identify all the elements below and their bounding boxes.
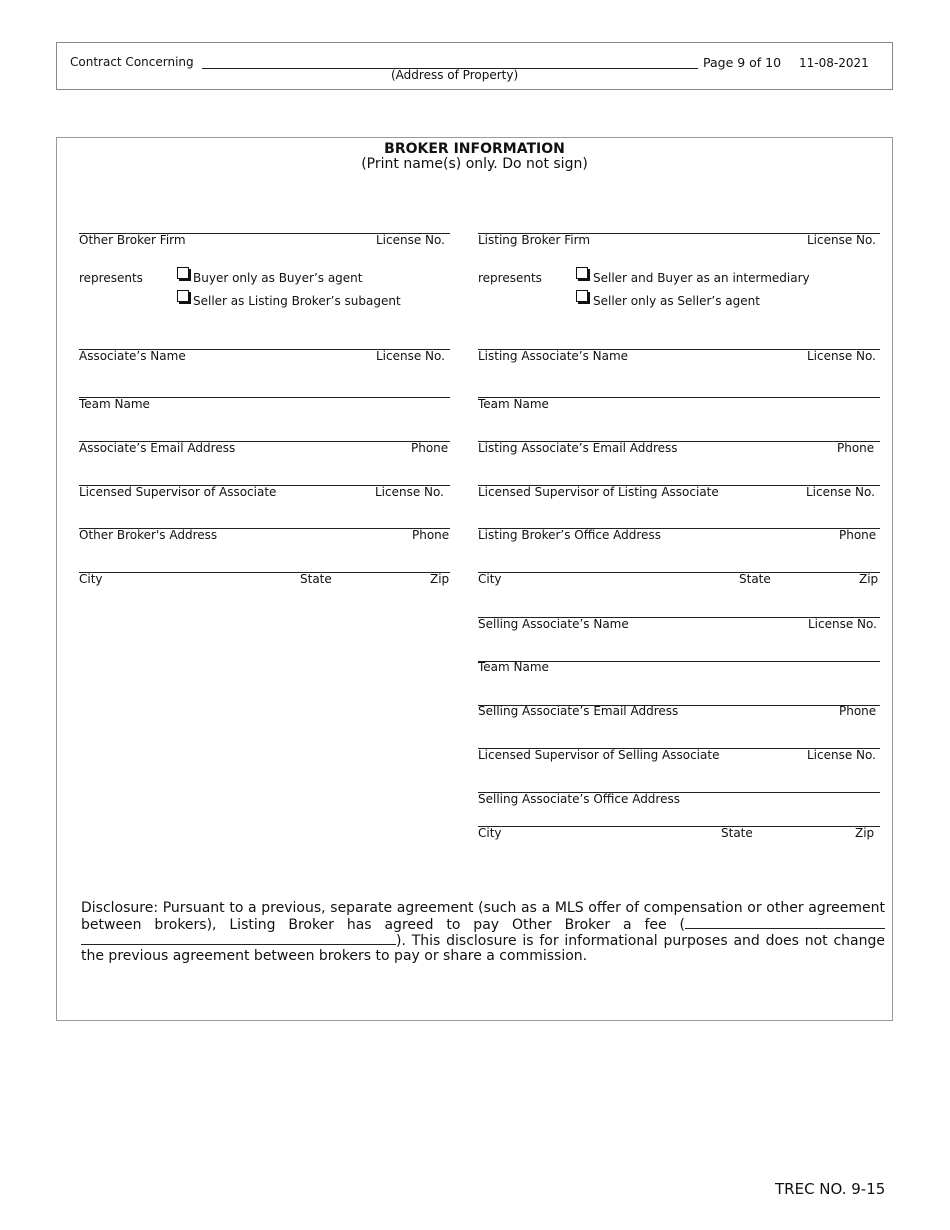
other-broker-phone-label: Phone — [412, 528, 450, 542]
right-city-state-zip-field[interactable] — [478, 572, 880, 573]
selling-associate-name-label: Selling Associate’s Name — [478, 617, 629, 631]
selling-associate-license-label: License No. — [808, 617, 877, 631]
other-broker-license-label: License No. — [376, 233, 445, 247]
associate-license-label: License No. — [376, 349, 445, 363]
selling-office-address-label: Selling Associate’s Office Address — [478, 792, 680, 806]
listing-associate-name-label: Listing Associate’s Name — [478, 349, 629, 363]
left-zip-label: Zip — [430, 572, 450, 586]
left-represents-label: represents — [79, 271, 143, 285]
form-date: 11-08-2021 — [799, 56, 869, 70]
listing-office-phone-label: Phone — [839, 528, 877, 542]
fee-field-part1[interactable] — [685, 916, 885, 929]
section-subtitle: (Print name(s) only. Do not sign) — [361, 156, 588, 172]
selling-supervisor-label: Licensed Supervisor of Selling Associate — [478, 748, 720, 762]
associate-phone-label: Phone — [411, 441, 449, 455]
fee-field-part2[interactable] — [81, 932, 396, 945]
section-title: BROKER INFORMATION — [384, 141, 565, 157]
right-city-label: City — [478, 572, 502, 586]
disclosure-text-part2: ). This disclosure is for informational purposes and does not change the previous agreement between brokers to pay or share a commission. — [81, 933, 885, 964]
seller-agent-checkbox[interactable] — [576, 290, 588, 302]
supervisor-license-label: License No. — [375, 485, 444, 499]
right-team-name-label: Team Name — [478, 397, 549, 411]
listing-associate-license-label: License No. — [807, 349, 876, 363]
associate-name-label: Associate’s Name — [79, 349, 186, 363]
listing-associate-email-label: Listing Associate’s Email Address — [478, 441, 678, 455]
buyer-agent-checkbox[interactable] — [177, 267, 189, 279]
intermediary-option-label: Seller and Buyer as an intermediary — [593, 271, 810, 285]
right-represents-label: represents — [478, 271, 542, 285]
right-state-label: State — [739, 572, 771, 586]
listing-supervisor-label: Licensed Supervisor of Listing Associate — [478, 485, 719, 499]
listing-associate-phone-label: Phone — [837, 441, 875, 455]
listing-broker-license-label: License No. — [807, 233, 876, 247]
address-caption: (Address of Property) — [391, 68, 519, 82]
selling-associate-email-label: Selling Associate’s Email Address — [478, 704, 679, 718]
selling-associate-phone-label: Phone — [839, 704, 877, 718]
licensed-supervisor-label: Licensed Supervisor of Associate — [79, 485, 277, 499]
disclosure-paragraph — [81, 901, 885, 963]
right-zip-label: Zip — [859, 572, 879, 586]
selling-team-name-label: Team Name — [478, 660, 549, 674]
intermediary-checkbox[interactable] — [576, 267, 588, 279]
page-number: Page 9 of 10 — [703, 55, 782, 70]
seller-agent-option-label: Seller only as Seller’s agent — [593, 294, 760, 308]
selling-zip-label: Zip — [855, 826, 875, 840]
left-team-name-label: Team Name — [79, 397, 150, 411]
listing-office-address-label: Listing Broker’s Office Address — [478, 528, 661, 542]
seller-subagent-checkbox[interactable] — [177, 290, 189, 302]
form-number: TREC NO. 9-15 — [775, 1180, 886, 1198]
left-city-state-zip-field[interactable] — [79, 572, 450, 573]
selling-city-state-zip-field[interactable] — [478, 826, 880, 827]
associate-email-label: Associate’s Email Address — [79, 441, 236, 455]
listing-broker-firm-label: Listing Broker Firm — [478, 233, 591, 247]
other-broker-firm-label: Other Broker Firm — [79, 233, 186, 247]
seller-subagent-option-label: Seller as Listing Broker’s subagent — [193, 294, 401, 308]
other-broker-address-label: Other Broker's Address — [79, 528, 218, 542]
disclosure-text-part1: Disclosure: Pursuant to a previous, separate agreement (such as a MLS offer of compensation or other agreement between brokers), Listing Broker has agreed to pay Other Broker a fee ( — [81, 900, 885, 933]
selling-city-label: City — [478, 826, 502, 840]
contract-concerning-label: Contract Concerning — [70, 55, 194, 69]
buyer-agent-option-label: Buyer only as Buyer’s agent — [193, 271, 363, 285]
left-city-label: City — [79, 572, 103, 586]
selling-state-label: State — [721, 826, 753, 840]
selling-supervisor-license-label: License No. — [807, 748, 876, 762]
listing-supervisor-license-label: License No. — [806, 485, 875, 499]
left-state-label: State — [300, 572, 332, 586]
